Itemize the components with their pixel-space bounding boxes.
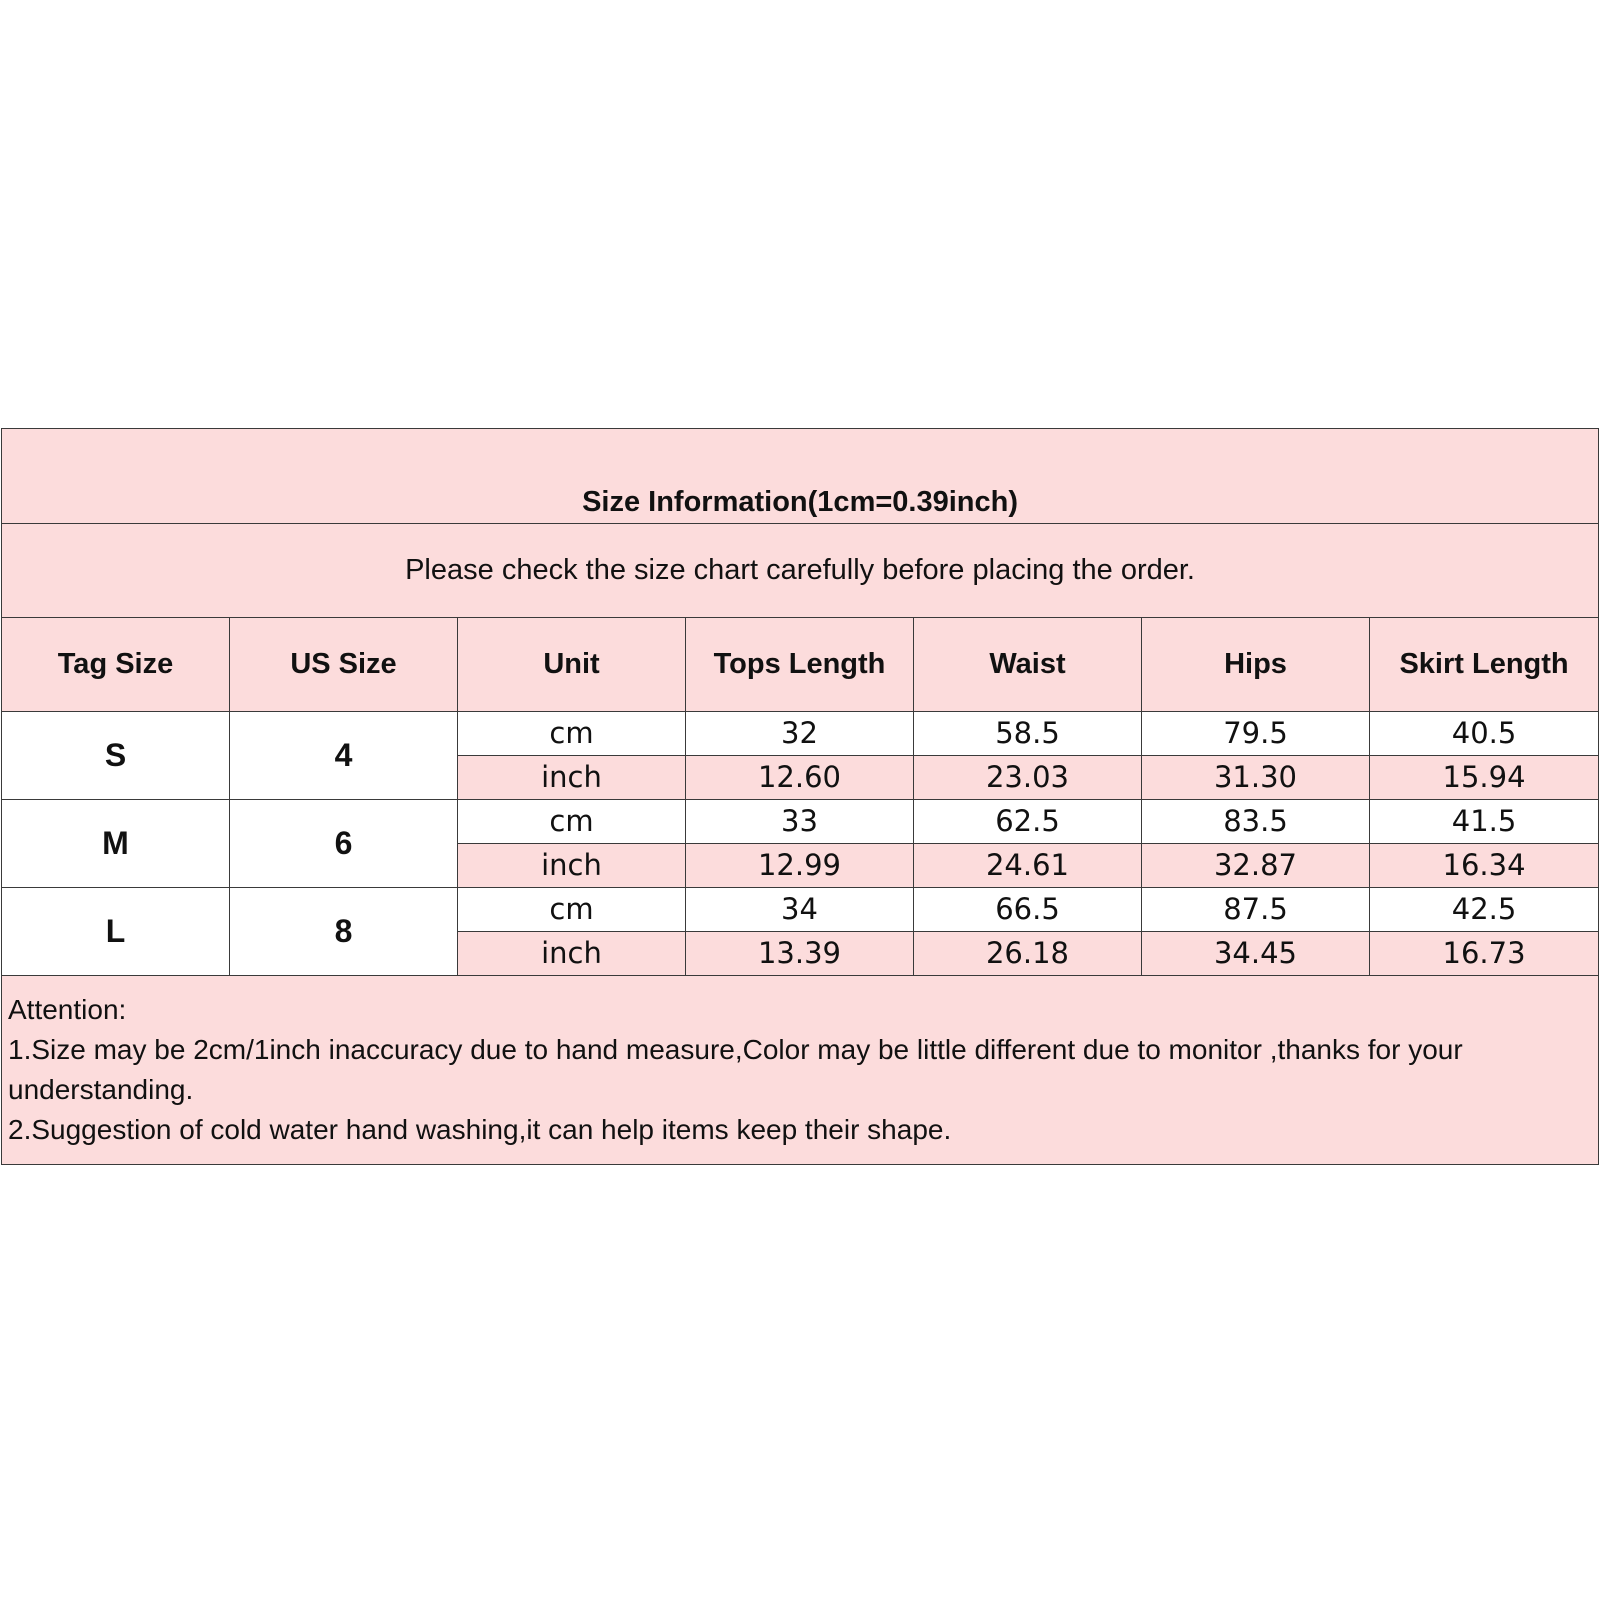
hips-cell: 87.5 (1142, 888, 1370, 932)
unit-cell: cm (458, 800, 686, 844)
waist-cell: 66.5 (914, 888, 1142, 932)
unit-cell: cm (458, 712, 686, 756)
size-chart-title-text: Size Information(1cm=0.39inch) (582, 486, 1018, 518)
unit-cell: cm (458, 888, 686, 932)
tops-length-cell: 12.60 (686, 756, 914, 800)
header-tag-size: Tag Size (2, 618, 230, 712)
attention-notes (2, 976, 1599, 1165)
tops-length-cell: 12.99 (686, 844, 914, 888)
tag-size-cell: M (2, 800, 230, 888)
us-size-cell: 4 (230, 712, 458, 800)
skirt-length-cell: 16.34 (1370, 844, 1599, 888)
table-row-s-cm (2, 712, 1599, 756)
tag-size-cell: S (2, 712, 230, 800)
tag-size-cell: L (2, 888, 230, 976)
us-size-cell: 8 (230, 888, 458, 976)
hips-cell: 34.45 (1142, 932, 1370, 976)
waist-cell: 23.03 (914, 756, 1142, 800)
hips-cell: 79.5 (1142, 712, 1370, 756)
unit-cell: inch (458, 932, 686, 976)
skirt-length-cell: 40.5 (1370, 712, 1599, 756)
size-chart-table (1, 428, 1599, 1165)
table-row-l-cm (2, 888, 1599, 932)
skirt-length-cell: 15.94 (1370, 756, 1599, 800)
header-us-size: US Size (230, 618, 458, 712)
tops-length-cell: 32 (686, 712, 914, 756)
tops-length-cell: 33 (686, 800, 914, 844)
tops-length-cell: 13.39 (686, 932, 914, 976)
header-skirt-length: Skirt Length (1370, 618, 1599, 712)
size-chart-title (2, 429, 1599, 524)
waist-cell: 62.5 (914, 800, 1142, 844)
hips-cell: 31.30 (1142, 756, 1370, 800)
header-row (2, 618, 1599, 712)
table-row-m-cm (2, 800, 1599, 844)
attention-note-2: 2.Suggestion of cold water hand washing,it can help items keep their shape. (8, 1114, 952, 1145)
header-tops-length: Tops Length (686, 618, 914, 712)
attention-note-1: 1.Size may be 2cm/1inch inaccuracy due to hand measure,Color may be little different due to monitor ,thanks for your understanding. (8, 1034, 1463, 1105)
hips-cell: 83.5 (1142, 800, 1370, 844)
waist-cell: 24.61 (914, 844, 1142, 888)
unit-cell: inch (458, 756, 686, 800)
size-chart-notice: Please check the size chart carefully before placing the order. (2, 524, 1599, 618)
skirt-length-cell: 42.5 (1370, 888, 1599, 932)
unit-cell: inch (458, 844, 686, 888)
waist-cell: 26.18 (914, 932, 1142, 976)
skirt-length-cell: 16.73 (1370, 932, 1599, 976)
header-unit: Unit (458, 618, 686, 712)
hips-cell: 32.87 (1142, 844, 1370, 888)
skirt-length-cell: 41.5 (1370, 800, 1599, 844)
header-hips: Hips (1142, 618, 1370, 712)
tops-length-cell: 34 (686, 888, 914, 932)
header-waist: Waist (914, 618, 1142, 712)
attention-heading: Attention: (8, 994, 127, 1025)
us-size-cell: 6 (230, 800, 458, 888)
waist-cell: 58.5 (914, 712, 1142, 756)
